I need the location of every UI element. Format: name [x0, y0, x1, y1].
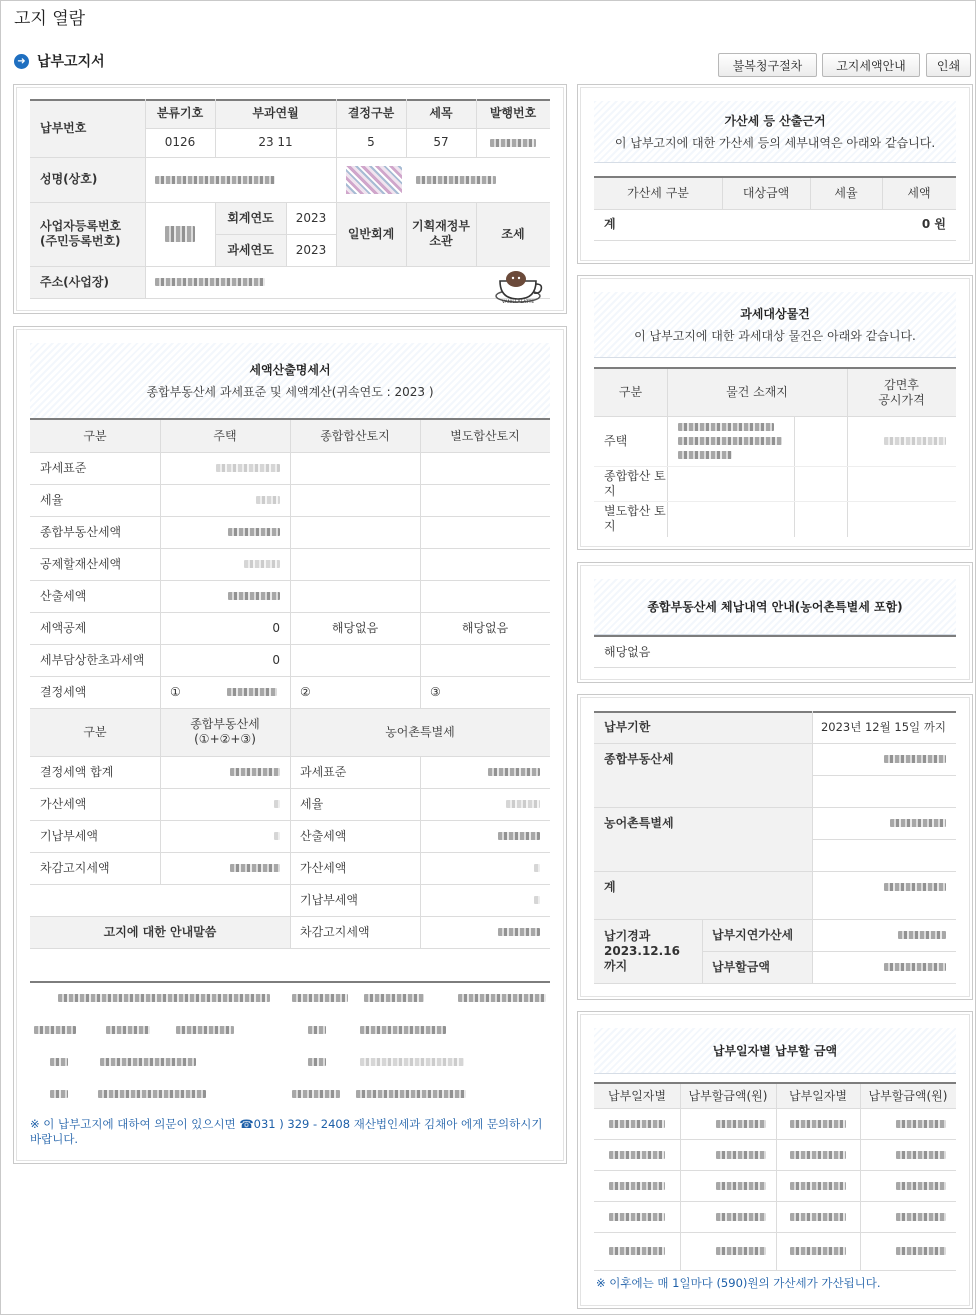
row-rate: 세율 — [40, 492, 64, 507]
penalty-col-tax: 세액 — [907, 186, 931, 200]
arrears-value: 해당없음 — [604, 644, 651, 659]
section-title-text: 납부고지서 — [37, 54, 105, 70]
objects-subtitle: 이 납부고지에 대한 과세대상 물건은 아래와 같습니다. — [634, 329, 916, 343]
rural-prepaid-value — [420, 884, 550, 916]
house-tax-base — [160, 452, 290, 484]
val-impose-month: 23 11 — [258, 135, 293, 149]
daily-amount-2 — [680, 1139, 776, 1170]
tax-guide-button[interactable]: 고지세액안내 — [822, 53, 920, 77]
address-value — [145, 266, 475, 298]
bizno-label: 사업자등록번호 (주민등록번호) — [40, 219, 122, 248]
objects-col-price: 감면후 공시가격 — [878, 377, 925, 407]
penalty-title: 가산세 등 산출근거 — [724, 114, 826, 128]
due-jong-label: 종합부동산세 — [604, 751, 674, 766]
objects-house-location — [678, 423, 788, 461]
penalty-total-value: 0 원 — [921, 217, 946, 231]
calc-title: 세액산출명세서 — [249, 363, 331, 377]
penalty-col-rate: 세율 — [834, 186, 858, 200]
rural-row-penalty: 가산세액 — [300, 860, 347, 875]
daily-amount-5 — [680, 1232, 776, 1270]
calc-panel — [13, 326, 567, 1164]
sum-row-penalty: 가산세액 — [40, 796, 87, 811]
sum-prepaid-value — [160, 820, 290, 852]
daily-amount-4 — [680, 1201, 776, 1232]
due-jong-value — [812, 743, 956, 775]
stamp-text: VANILLALATTE — [501, 300, 535, 305]
house-computed-tax — [160, 580, 290, 612]
col-house: 주택 — [213, 428, 237, 443]
rural-row-tax-base: 과세표준 — [300, 764, 347, 779]
penalty-col-amount: 대상금액 — [742, 186, 790, 200]
col-decision-type: 결정구분 — [347, 106, 395, 120]
row-excess-burden: 세부담상한초과세액 — [40, 652, 145, 667]
sum-decided-total-value — [160, 756, 290, 788]
penalty-panel — [577, 84, 973, 264]
page-title: 고지 열람 — [14, 9, 86, 29]
penalty-header — [594, 101, 956, 163]
daily-date-6 — [776, 1108, 860, 1139]
sum-col-rural: 농어촌특별세 — [385, 724, 455, 739]
daily-date-8 — [776, 1170, 860, 1201]
taxpayer-info-panel — [13, 84, 567, 314]
daily-amount-7 — [860, 1139, 956, 1170]
objects-title: 과세대상물건 — [740, 307, 810, 321]
val-tax-item: 57 — [433, 135, 449, 149]
col-separate-land: 별도합산토지 — [450, 428, 520, 443]
fiscal-year-label: 회계연도 — [227, 210, 274, 225]
col-impose-month: 부과연월 — [252, 106, 299, 120]
due-total-value — [812, 871, 956, 903]
col-class-code: 분류기호 — [156, 106, 204, 120]
separate-land-decided-tax: ③ — [430, 684, 441, 699]
daily-amount-8 — [860, 1170, 956, 1201]
calc-table — [30, 418, 550, 950]
row-tax-base: 과세표준 — [40, 460, 87, 475]
due-rural-value — [812, 807, 956, 839]
name-value — [145, 157, 336, 202]
arrears-header — [594, 579, 956, 635]
daily-date-9 — [776, 1201, 860, 1232]
ministry: 기획재정부 소관 — [412, 219, 470, 248]
tax-year-value: 2023 — [295, 242, 327, 257]
sum-col-gubun: 구분 — [83, 724, 107, 739]
objects-row-combined-land: 종합합산 토지 — [604, 468, 666, 498]
row-decided-tax: 결정세액 — [40, 684, 87, 699]
row-jong-tax: 종합부동산세액 — [40, 524, 122, 539]
daily-col-date-1: 납부일자별 — [608, 1088, 666, 1103]
arrears-title: 종합부동산세 체납내역 안내(농어촌특별세 포함) — [647, 600, 903, 614]
fiscal-year-value: 2023 — [295, 210, 327, 225]
due-total-label: 계 — [604, 879, 616, 894]
separate-land-credit: 해당없음 — [461, 620, 509, 635]
house-excess-burden: 0 — [272, 652, 280, 667]
print-button[interactable]: 인쇄 — [926, 53, 971, 77]
arrears-panel — [577, 562, 973, 683]
objects-col-location: 물건 소재지 — [726, 385, 788, 399]
tax-year-label: 과세연도 — [227, 242, 274, 257]
house-jong-tax — [160, 516, 290, 548]
val-class-code: 0126 — [164, 135, 196, 149]
mark-1: ① — [170, 684, 181, 699]
daily-date-3 — [594, 1170, 680, 1201]
daily-date-10 — [776, 1232, 860, 1270]
sum-col-jong: 종합부동산세 (①+②+③) — [190, 717, 260, 746]
address-label: 주소(사업장) — [40, 274, 109, 289]
daily-panel — [577, 1011, 973, 1309]
tax-type: 조세 — [501, 226, 525, 241]
daily-title: 납부일자별 납부할 금액 — [712, 1044, 838, 1058]
sum-net-notice-value — [160, 852, 290, 884]
due-table — [594, 711, 956, 983]
rural-computed-value — [420, 820, 550, 852]
penalty-total-label: 계 — [604, 217, 616, 231]
daily-col-amount-1: 납부할금액(원) — [688, 1088, 768, 1103]
late-label: 납기경과 2023.12.16 까지 — [604, 928, 680, 973]
sum-penalty-value — [160, 788, 290, 820]
penalty-subtitle: 이 납부고지에 대한 가산세 등의 세부내역은 아래와 같습니다. — [614, 136, 936, 150]
calc-subtitle: 종합부동산세 과세표준 및 세액계산(귀속연도 : 2023 ) — [146, 385, 434, 399]
name-label: 성명(상호) — [40, 172, 98, 186]
rural-row-computed: 산출세액 — [300, 828, 347, 843]
val-decision-type: 5 — [367, 135, 375, 149]
due-label: 납부기한 — [604, 719, 651, 734]
arrow-right-icon: ➜ — [14, 54, 29, 69]
late-amount-label: 납부할금액 — [712, 959, 770, 974]
col-issue-no: 발행번호 — [489, 106, 537, 120]
objects-panel — [577, 275, 973, 550]
pay-no-label: 납부번호 — [40, 120, 87, 135]
row-deduct-property-tax: 공제할재산세액 — [40, 556, 122, 571]
daily-note: ※ 이후에는 매 1일마다 (590)원의 가산세가 가산됩니다. — [596, 1276, 881, 1290]
sum-row-decided-total: 결정세액 합계 — [40, 764, 114, 779]
daily-date-7 — [776, 1139, 860, 1170]
combined-land-credit: 해당없음 — [331, 620, 379, 635]
late-penalty-value — [812, 919, 956, 951]
daily-col-amount-2: 납부할금액(원) — [868, 1088, 948, 1103]
daily-table — [594, 1082, 956, 1272]
objects-row-separate-land: 별도합산 토지 — [604, 503, 666, 533]
daily-amount-10 — [860, 1232, 956, 1270]
due-value: 2023년 12월 15일 까지 — [820, 719, 946, 734]
objects-header — [594, 292, 956, 358]
appeal-procedure-button[interactable]: 불복청구절차 — [718, 53, 817, 77]
sum-row-prepaid: 기납부세액 — [40, 828, 98, 843]
rural-rate-value — [420, 788, 550, 820]
late-penalty-label: 납부지연가산세 — [712, 927, 794, 942]
objects-row-house: 주택 — [604, 433, 628, 448]
calc-contact-note: ※ 이 납부고지에 대하여 의문이 있으시면 ☎031 ) 329 - 2408 재산법인세과 김채아 에게 문의하시기 바랍니다. — [30, 1117, 543, 1146]
name-seal — [336, 157, 550, 202]
daily-col-date-2: 납부일자별 — [789, 1088, 847, 1103]
account-type: 일반회계 — [347, 226, 395, 241]
rural-tax-base-value — [420, 756, 550, 788]
guide-label: 고지에 대한 안내말씀 — [103, 924, 217, 939]
house-tax-credit: 0 — [272, 620, 280, 635]
late-amount-value — [812, 951, 956, 983]
daily-header — [594, 1028, 956, 1074]
calc-header — [30, 343, 550, 419]
house-rate — [160, 484, 290, 516]
rural-row-net-notice: 차감고지세액 — [300, 924, 370, 939]
taxpayer-info-table — [30, 99, 550, 305]
daily-date-1 — [594, 1108, 680, 1139]
rural-net-notice-value — [420, 916, 550, 948]
rural-row-prepaid: 기납부세액 — [300, 892, 358, 907]
daily-amount-9 — [860, 1201, 956, 1232]
combined-land-decided-tax: ② — [300, 684, 311, 699]
due-panel — [577, 694, 973, 1000]
section-title — [14, 51, 105, 71]
daily-date-2 — [594, 1139, 680, 1170]
objects-col-gubun: 구분 — [618, 385, 643, 399]
guide-text — [30, 985, 550, 1113]
house-decided-tax — [160, 676, 290, 708]
col-gubun: 구분 — [83, 428, 107, 443]
daily-amount-6 — [860, 1108, 956, 1139]
val-issue-no — [476, 128, 550, 157]
col-tax-item: 세목 — [429, 106, 453, 120]
objects-table — [594, 367, 956, 537]
daily-date-5 — [594, 1232, 680, 1270]
house-deduct-property-tax — [160, 548, 290, 580]
col-combined-land: 종합합산토지 — [320, 428, 390, 443]
penalty-table — [594, 176, 956, 242]
rural-row-rate: 세율 — [300, 796, 324, 811]
row-computed-tax: 산출세액 — [40, 588, 87, 603]
rural-penalty-value — [420, 852, 550, 884]
sum-row-net-notice: 차감고지세액 — [40, 860, 110, 875]
objects-house-price — [847, 416, 956, 466]
due-rural-label: 농어촌특별세 — [604, 815, 674, 830]
coffee-stamp-icon — [492, 269, 544, 305]
daily-amount-1 — [680, 1108, 776, 1139]
daily-date-4 — [594, 1201, 680, 1232]
daily-amount-3 — [680, 1170, 776, 1201]
row-tax-credit: 세액공제 — [40, 620, 87, 635]
penalty-col-type: 가산세 구분 — [627, 186, 689, 200]
bizno-value — [145, 202, 215, 266]
